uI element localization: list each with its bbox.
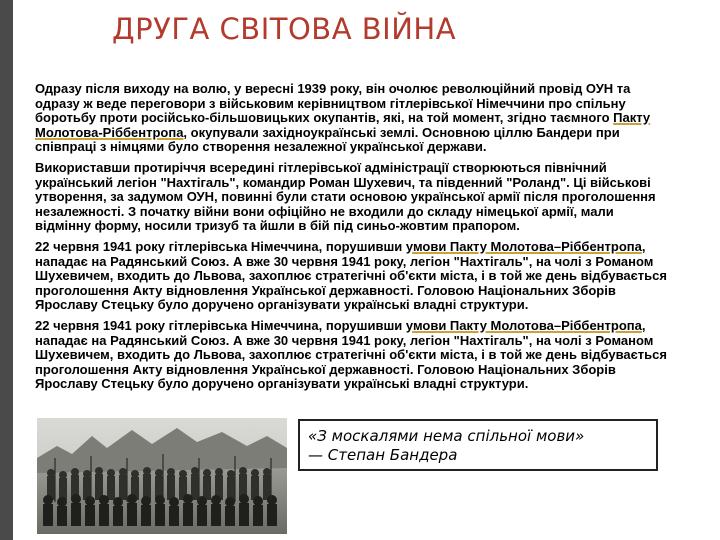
paragraph-1	[35, 82, 671, 155]
slide-title: ДРУГА СВІТОВА ВІЙНА	[112, 12, 457, 46]
historical-group-photo	[37, 418, 287, 534]
pact-terms-link[interactable]: умови Пакту Молотова–Ріббентропа	[405, 238, 642, 254]
paragraph-1-text-a: Одразу після виходу на волю, у вересні 1939 року, він очолює революційний провід ОУН та одразу ж веде переговори з військовим керівництвом гітлерівської Німеччини про спільну боротьбу проти російсько-більшовицьких окупантів, які, на той момент, згідно таємного	[35, 81, 631, 126]
left-accent-bar	[0, 0, 13, 540]
quote-author: — Степан Бандера	[308, 446, 458, 464]
pact-terms-link-2[interactable]: умови Пакту Молотова–Ріббентропа	[405, 317, 642, 333]
paragraph-3	[35, 240, 671, 313]
paragraph-4-text-b: , нападає на Радянський Союз. А вже 30 червня 1941 року, легіон "Нахтігаль", на чолі з Романом Шухевичем, входить до Львова, захоплює стратегічні об'єкти міста, і в той же день відбувається проголошення Акту відновлення Української державності. Головою Національних Зборів Ярославу Стецьку було доручено організувати українські владні структури.	[35, 317, 667, 392]
soldiers-photo-image	[37, 418, 287, 534]
paragraph-3-text-a: 22 червня 1941 року гітлерівська Німеччина, порушивши	[35, 238, 406, 254]
slide-body	[35, 82, 671, 398]
paragraph-4-text-a: 22 червня 1941 року гітлерівська Німеччина, порушивши	[35, 317, 406, 333]
quote-box	[298, 419, 658, 471]
paragraph-4	[35, 319, 671, 392]
paragraph-1-text-b: , окупували західноукраїнські землі. Основною ціллю Бандери при співпраці з німцями було створення незалежної української держави.	[35, 124, 620, 155]
molotov-ribbentrop-link[interactable]: Пакту Молотова-Ріббентропа	[35, 110, 651, 140]
quote-text: «З москалями нема спільної мови»	[308, 427, 585, 445]
paragraph-3-text-b: , нападає на Радянський Союз. А вже 30 червня 1941 року, легіон "Нахтігаль", на чолі з Романом Шухевичем, входить до Львова, захоплює стратегічні об'єкти міста, і в той же день відбувається проголошення Акту відновлення Української державності. Головою Національних Зборів Ярославу Стецьку було доручено організувати українські владні структури.	[35, 238, 667, 313]
paragraph-2: Використавши протиріччя всередині гітлерівської адміністрації створюються північний український легіон "Нахтігаль", командир Роман Шухевич, та південний "Роланд". Ці військові утворення, за задумом ОУН, повинні були стати основою української армії після проголошення незалежності. З початку війни вони офіційно не входили до складу німецької армії, мали відмінну форму, носили тризуб та йшли в бій під синьо-жовтим прапором.	[35, 159, 656, 234]
